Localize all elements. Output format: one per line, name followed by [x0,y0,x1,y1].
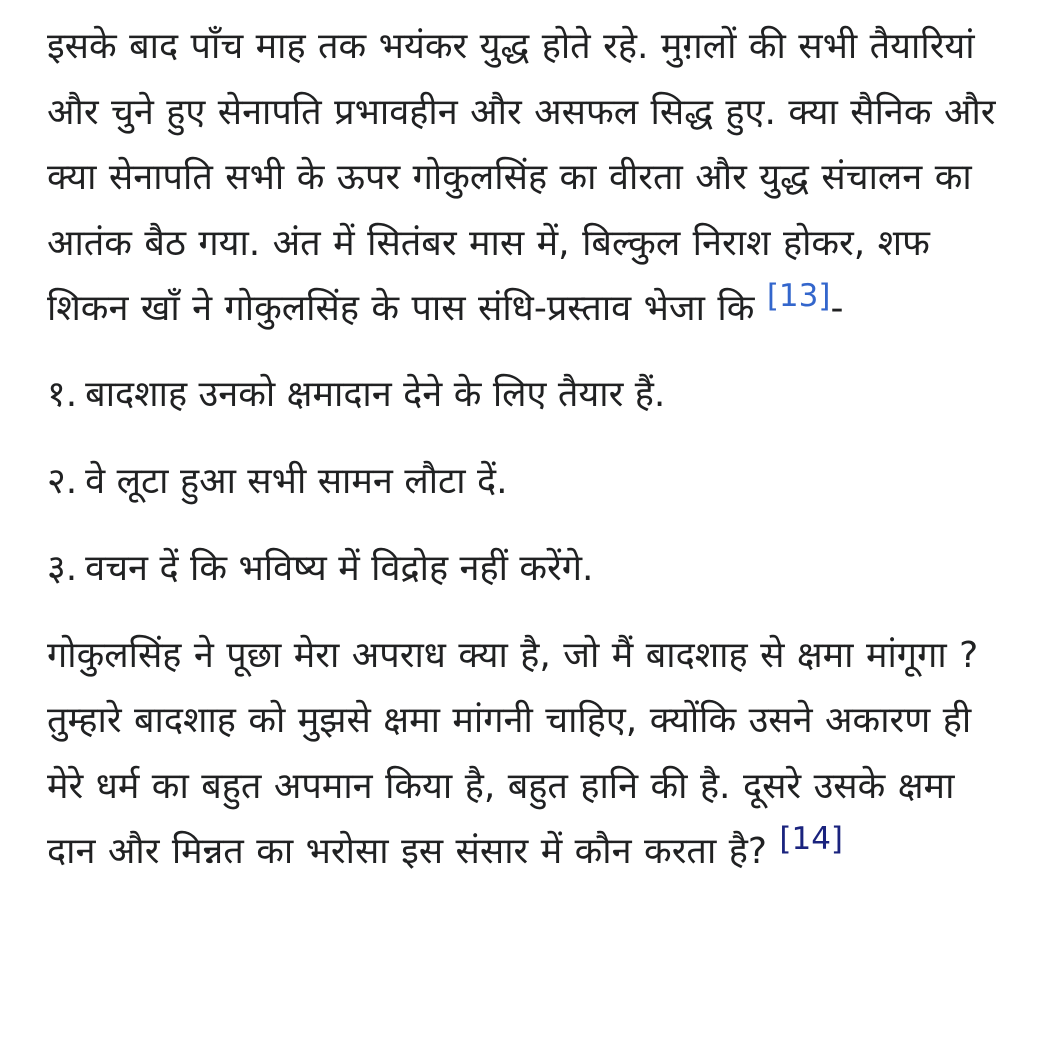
citation-link-13[interactable]: [13] [766,278,831,314]
list-item-text: वे लूटा हुआ सभी सामन लौटा दें. [85,460,508,502]
citation-link-14[interactable]: [14] [779,821,844,857]
list-item-text: बादशाह उनको क्षमादान देने के लिए तैयार हैं. [85,373,666,415]
list-item-number: ३. [47,547,78,589]
list-item-text: वचन दें कि भविष्य में विद्रोह नहीं करेंगे. [85,547,594,589]
list-item [47,449,1014,514]
paragraph-treaty-intro [47,14,1014,342]
paragraph-text: गोकुलसिंह ने पूछा मेरा अपराध क्या है, जो मैं बादशाह से क्षमा मांगूगा ? तुम्हारे बादशाह को मुझसे क्षमा मांगनी चाहिए, क्योंकि उसने अकारण ही मेरे धर्म का बहुत अपमान किया है, बहुत हानि की है. दूसरे उसके क्षमा दान और मिन्नत का भरोसा इस संसार में कौन करता है? [47,634,979,872]
list-item-number: २. [47,460,78,502]
paragraph-text: इसके बाद पाँच माह तक भयंकर युद्ध होते रहे. मुग़लों की सभी तैयारियां और चुने हुए सेनापति प्रभावहीन और असफल सिद्ध हुए. क्या सैनिक और क्या सेनापति सभी के ऊपर गोकुलसिंह का वीरता और युद्ध संचालन का आतंक बैठ गया. अंत में सितंबर मास में, बिल्कुल निराश होकर, शफ शिकन खाँ ने गोकुलसिंह के पास संधि-प्रस्ताव भेजा कि [47,26,996,329]
list-item-number: १. [47,373,78,415]
paragraph-gokulsingh-reply [47,623,1014,885]
list-item [47,536,1014,601]
treaty-terms-list [47,362,1014,601]
list-item [47,362,1014,427]
paragraph-trailing-dash: - [830,288,844,329]
